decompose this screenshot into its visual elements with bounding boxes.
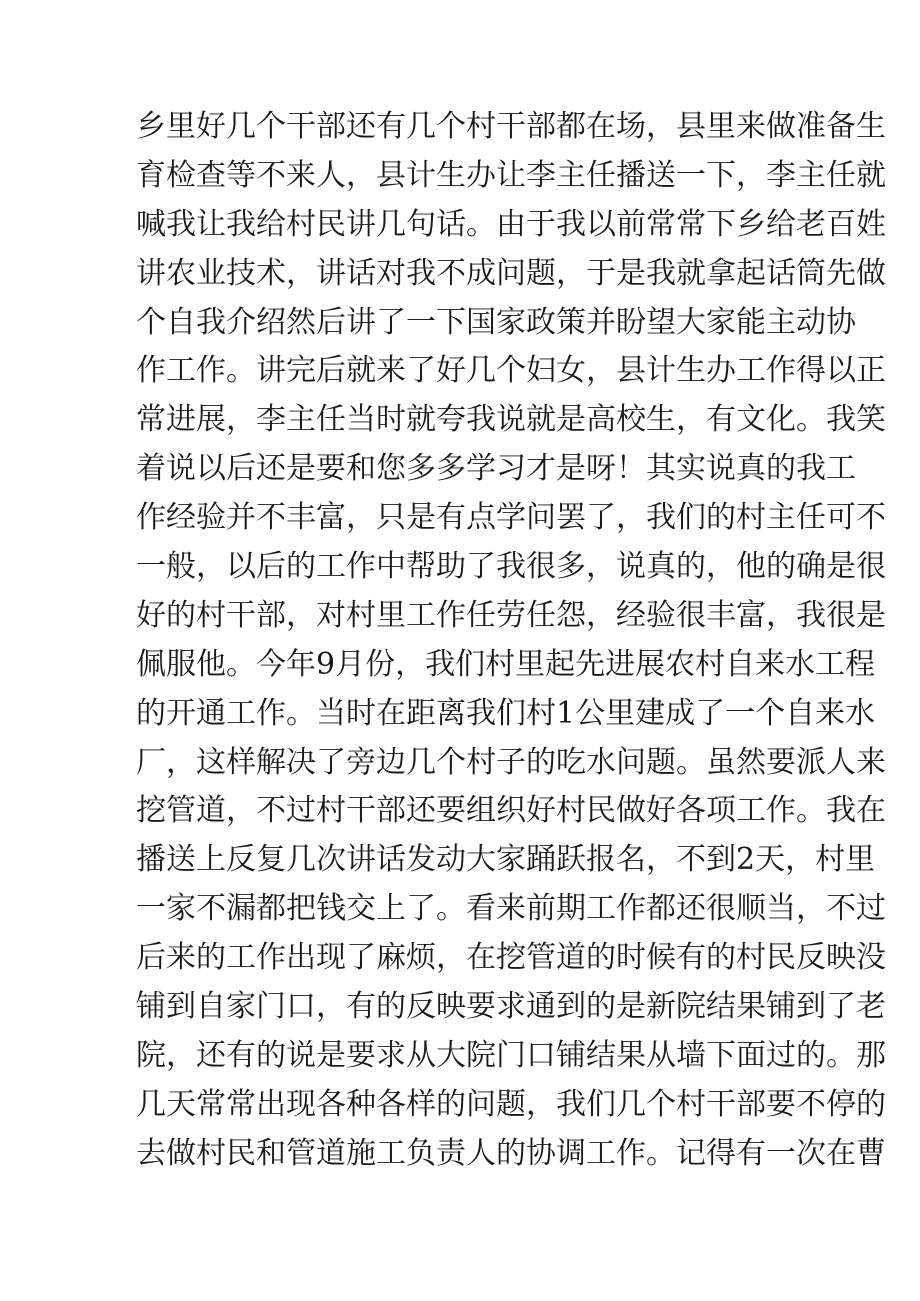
text-line: 的开通工作。当时在距离我们村1公里建成了一个自来水 [136,695,876,731]
text-line: 作工作。讲完后就来了好几个妇女，县计生办工作得以正 [136,353,886,389]
text-line: 一家不漏都把钱交上了。看来前期工作都还很顺当，不过 [136,891,886,927]
text-line: 厂，这样解决了旁边几个村子的吃水问题。虽然要派人来 [136,744,886,780]
text-line: 铺到自家门口，有的反映要求通到的是新院结果铺到了老 [136,989,886,1025]
text-line: 去做村民和管道施工负责人的协调工作。记得有一次在曹 [136,1135,886,1171]
text-line: 育检查等不来人，县计生办让李主任播送一下，李主任就 [136,157,886,193]
text-line: 好的村干部，对村里工作任劳任怨，经验很丰富，我很是 [136,597,886,633]
text-line: 佩服他。今年9月份，我们村里起先进展农村自来水工程 [136,646,876,682]
text-line: 挖管道，不过村干部还要组织好村民做好各项工作。我在 [136,793,886,829]
text-line: 院，还有的说是要求从大院门口铺结果从墙下面过的。那 [136,1037,886,1073]
text-line: 喊我让我给村民讲几句话。由于我以前常常下乡给老百姓 [136,206,886,242]
text-line: 后来的工作出现了麻烦，在挖管道的时候有的村民反映没 [136,940,886,976]
text-line: 乡里好几个干部还有几个村干部都在场，县里来做准备生 [136,109,886,144]
text-line: 个自我介绍然后讲了一下国家政策并盼望大家能主动协 [136,304,856,340]
text-line: 几天常常出现各种各样的问题，我们几个村干部要不停的 [136,1086,886,1122]
text-line: 作经验并不丰富，只是有点学问罢了，我们的村主任可不 [136,500,886,536]
text-line: 讲农业技术，讲话对我不成问题，于是我就拿起话筒先做 [136,255,886,291]
text-line: 常进展，李主任当时就夸我说就是高校生，有文化。我笑 [136,402,886,438]
body-text [136,103,886,1179]
text-line: 播送上反复几次讲话发动大家踊跃报名，不到2天，村里 [136,842,876,878]
text-line: 一般，以后的工作中帮助了我很多，说真的，他的确是很 [136,549,886,585]
text-line: 着说以后还是要和您多多学习才是呀！其实说真的我工 [136,451,856,487]
